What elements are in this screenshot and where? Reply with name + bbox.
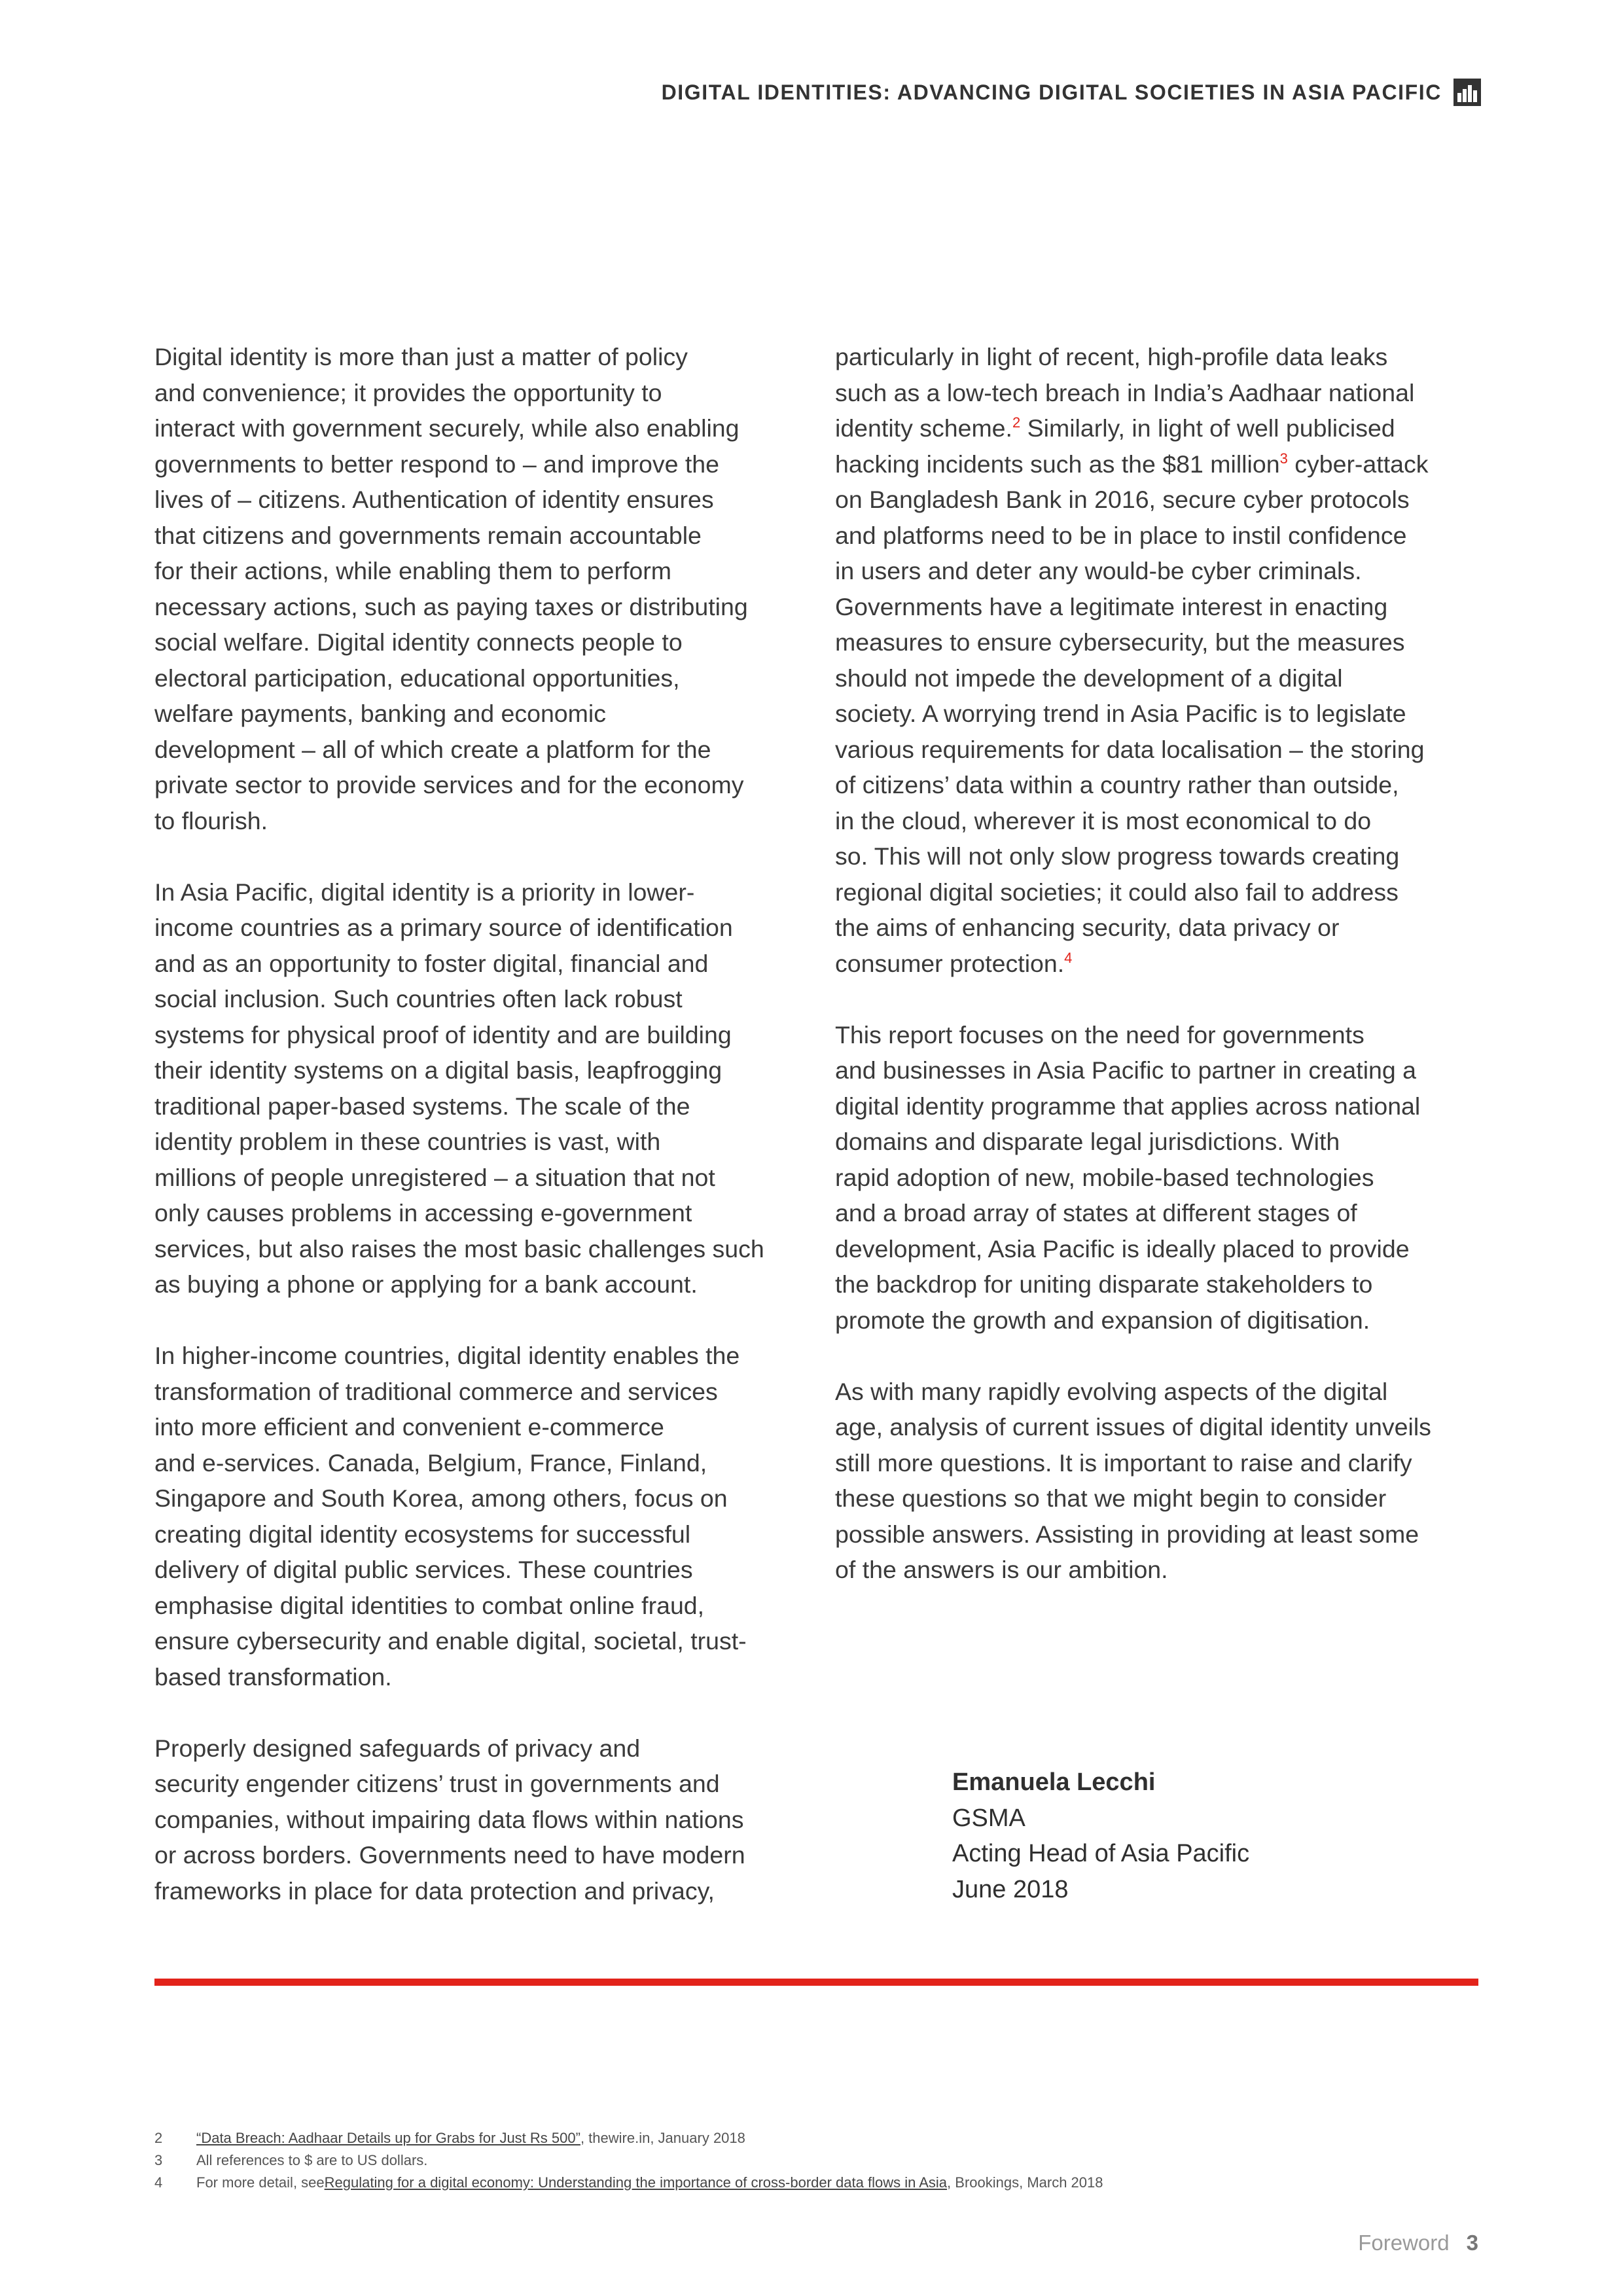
footnote-link[interactable]: Regulating for a digital economy: Understanding the importance of cross-border data flows in Asia [324,2174,948,2191]
footnote-text: For more detail, see [196,2174,325,2191]
text-line: income countries as a primary source of identification [154,914,733,941]
text-fragment: Similarly, in light of well publicised [1020,414,1395,442]
text-line: private sector to provide services and for the economy [154,771,744,798]
paragraph-5 [835,339,1483,981]
footnote-number: 2 [154,2130,163,2146]
text-line: systems for physical proof of identity and are building [154,1020,732,1049]
text-line: in users and deter any would-be cyber criminals. [835,557,1362,584]
text-line: these questions so that we might begin to consider [835,1484,1387,1512]
text-line: social inclusion. Such countries often lack robust [154,985,683,1013]
text-line: into more efficient and convenient e-commerce [154,1413,664,1441]
footnote-source: , Brookings, March 2018 [947,2174,1103,2191]
text-line: ensure cybersecurity and enable digital, societal, trust- [154,1627,747,1655]
footnote-ref-2[interactable]: 2 [1012,414,1021,431]
page-header [662,79,1481,106]
text-line: and convenience; it provides the opportunity to [154,378,662,406]
section-label: Foreword [1358,2231,1450,2255]
text-line: and platforms need to be in place to instil confidence [835,521,1407,549]
text-line: rapid adoption of new, mobile-based technologies [835,1163,1374,1191]
text-line: As with many rapidly evolving aspects of the digital [835,1377,1388,1405]
text-line: millions of people unregistered – a situation that not [154,1163,715,1191]
text-line: Properly designed safeguards of privacy and [154,1734,641,1762]
signature-date: June 2018 [952,1875,1069,1903]
text-line: creating digital identity ecosystems for successful [154,1520,691,1548]
text-line: of the answers is our ambition. [835,1556,1168,1583]
footnote-text: All references to $ are to US dollars. [196,2152,428,2168]
text-line: identity problem in these countries is vast, with [154,1128,661,1155]
text-line: to flourish. [154,806,268,834]
paragraph-2 [154,874,802,1302]
text-line: the backdrop for uniting disparate stakeholders to [835,1270,1373,1298]
text-line: measures to ensure cybersecurity, but the measures [835,628,1405,656]
text-line: still more questions. It is important to raise and clarify [835,1448,1412,1477]
text-line: Governments have a legitimate interest in enacting [835,592,1388,620]
footnote-item [154,2149,1103,2172]
text-line: Singapore and South Korea, among others, focus on [154,1484,728,1512]
text-line: regional digital societies; it could also fail to address [835,878,1399,906]
text-line: services, but also raises the most basic challenges such [154,1234,764,1263]
text-line: such as a low-tech breach in India’s Aadhaar national [835,378,1415,406]
signatory-name: Emanuela Lecchi [952,1768,1156,1796]
text-line: In higher-income countries, digital identity enables the [154,1342,740,1369]
footnote-item [154,2172,1103,2194]
footnote-ref-4[interactable]: 4 [1064,949,1073,966]
text-line: development – all of which create a platform for the [154,735,711,763]
page-number: 3 [1466,2231,1478,2255]
text-line: of citizens’ data within a country rather than outside, [835,771,1399,798]
signature-block [952,1765,1249,1907]
text-line: particularly in light of recent, high-profile data leaks [835,343,1388,370]
text-line: or across borders. Governments need to have modern [154,1841,745,1869]
paragraph-7 [835,1374,1483,1588]
text-line: based transformation. [154,1662,392,1691]
text-line: traditional paper-based systems. The scale of the [154,1092,690,1120]
text-line: development, Asia Pacific is ideally placed to provide [835,1234,1410,1263]
text-line: This report focuses on the need for governments [835,1020,1364,1049]
page-footer [1358,2231,1478,2255]
text-line: possible answers. Assisting in providing at least some [835,1520,1419,1548]
text-line: lives of – citizens. Authentication of identity ensures [154,486,714,513]
text-line: governments to better respond to – and improve the [154,450,720,478]
text-line: on Bangladesh Bank in 2016, secure cyber protocols [835,486,1410,513]
header-title: DIGITAL IDENTITIES: ADVANCING DIGITAL SOCIETIES IN ASIA PACIFIC [661,80,1442,104]
text-line: only causes problems in accessing e-government [154,1199,692,1227]
text-line: society. A worrying trend in Asia Pacific is to legislate [835,700,1406,727]
text-line: and businesses in Asia Pacific to partner in creating a [835,1056,1417,1084]
footnote-number: 3 [154,2152,163,2168]
text-line: as buying a phone or applying for a bank account. [154,1270,698,1298]
paragraph-1 [154,339,802,838]
text-line: necessary actions, such as paying taxes or distributing [154,592,748,620]
text-line: various requirements for data localisation – the storing [835,735,1425,763]
text-line: and as an opportunity to foster digital, financial and [154,949,709,977]
text-fragment: hacking incidents such as the $81 million [835,450,1280,478]
footnote-number: 4 [154,2174,163,2191]
text-line: frameworks in place for data protection and privacy, [154,1876,715,1905]
text-line: social welfare. Digital identity connects people to [154,628,683,656]
text-fragment: identity scheme. [835,414,1012,442]
left-column [154,339,802,1945]
text-line: emphasise digital identities to combat online fraud, [154,1591,705,1619]
text-line: transformation of traditional commerce and services [154,1377,718,1405]
text-line: electoral participation, educational opportunities, [154,664,680,692]
gsma-logo-icon [1454,79,1481,106]
paragraph-6 [835,1017,1483,1338]
footnote-link[interactable]: “Data Breach: Aadhaar Details up for Grabs for Just Rs 500” [196,2130,580,2146]
signatory-org: GSMA [952,1804,1026,1832]
footnotes [154,2127,1103,2194]
text-line: and a broad array of states at different stages of [835,1199,1357,1227]
text-line: in the cloud, wherever it is most economical to do [835,806,1372,834]
text-line: companies, without impairing data flows within nations [154,1805,744,1833]
divider-rule [154,1979,1478,1986]
right-column [835,339,1483,1623]
text-fragment: consumer protection. [835,949,1065,977]
text-line: that citizens and governments remain accountable [154,521,702,549]
text-line: age, analysis of current issues of digital identity unveils [835,1413,1431,1441]
footnote-ref-3[interactable]: 3 [1279,450,1288,467]
text-line: promote the growth and expansion of digitisation. [835,1306,1370,1334]
text-line: In Asia Pacific, digital identity is a priority in lower- [154,878,695,906]
text-line: domains and disparate legal jurisdictions. With [835,1128,1340,1155]
text-line: their identity systems on a digital basis, leapfrogging [154,1056,722,1084]
text-line: welfare payments, banking and economic [154,700,606,727]
text-line: for their actions, while enabling them to perform [154,557,671,584]
text-line: security engender citizens’ trust in governments and [154,1770,720,1797]
footnote-source: , thewire.in, January 2018 [580,2130,745,2146]
text-line: and e-services. Canada, Belgium, France, Finland, [154,1448,707,1477]
text-line: digital identity programme that applies across national [835,1092,1421,1120]
text-line [835,410,1483,446]
signatory-role: Acting Head of Asia Pacific [952,1840,1250,1867]
text-line: Digital identity is more than just a matter of policy [154,343,688,370]
text-line [835,446,1483,482]
text-line: so. This will not only slow progress towards creating [835,842,1400,870]
text-line: interact with government securely, while also enabling [154,414,740,442]
paragraph-4 [154,1731,802,1909]
text-line: should not impede the development of a digital [835,664,1343,692]
text-fragment: cyber-attack [1287,450,1429,478]
text-line: the aims of enhancing security, data privacy or [835,914,1340,941]
text-line: delivery of digital public services. These countries [154,1556,693,1583]
text-line [835,946,1483,982]
footnote-item [154,2127,1103,2149]
paragraph-3 [154,1338,802,1695]
